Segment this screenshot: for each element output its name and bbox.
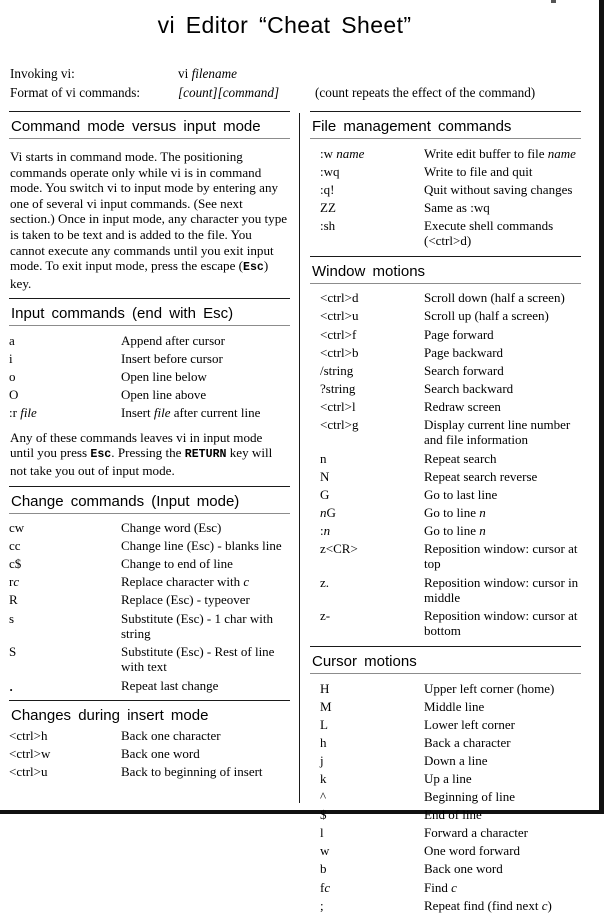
table-row bbox=[9, 574, 290, 592]
command-desc: Substitute (Esc) - Rest of line with text bbox=[121, 644, 275, 675]
desc-italic: c bbox=[243, 574, 250, 590]
desc-pre: Replace character with bbox=[121, 574, 244, 590]
section-rule-top bbox=[9, 298, 290, 299]
desc-italic: n bbox=[479, 504, 486, 520]
command-key: . bbox=[9, 675, 14, 695]
section-rule-top bbox=[9, 700, 290, 701]
command-desc: Page forward bbox=[424, 326, 494, 342]
command-key: n bbox=[320, 450, 327, 466]
table-row bbox=[310, 879, 581, 897]
command-table bbox=[9, 332, 290, 422]
section-footer-note bbox=[9, 428, 290, 486]
table-row bbox=[9, 387, 290, 405]
desc-pre: Find bbox=[424, 879, 452, 895]
command-desc: Append after cursor bbox=[121, 332, 225, 348]
table-row bbox=[310, 897, 581, 915]
command-desc: Back to beginning of insert bbox=[121, 763, 263, 779]
command-key: <ctrl>d bbox=[320, 290, 359, 306]
section-command-mode-versus-input-mode bbox=[9, 111, 290, 298]
table-row bbox=[310, 734, 581, 752]
section-title: Change commands (Input mode) bbox=[11, 492, 240, 510]
command-desc bbox=[424, 897, 581, 915]
command-desc: Repeat search reverse bbox=[424, 468, 538, 484]
command-key: w bbox=[320, 843, 330, 859]
return-key-label: RETURN bbox=[184, 448, 227, 462]
command-desc bbox=[424, 504, 581, 522]
command-key: z. bbox=[320, 574, 330, 590]
invoking-row bbox=[10, 64, 589, 83]
footer-tail: key will not take you out of input mode. bbox=[10, 445, 273, 478]
command-desc: Down a line bbox=[424, 752, 488, 768]
command-key-plain: :r bbox=[9, 405, 21, 421]
section-window-motions bbox=[310, 256, 581, 641]
command-desc: Forward a character bbox=[424, 825, 528, 841]
command-key: /string bbox=[320, 362, 354, 378]
table-row bbox=[310, 789, 581, 807]
command-key: M bbox=[320, 698, 332, 714]
format-note: (count repeats the effect of the command) bbox=[315, 85, 536, 100]
table-row bbox=[9, 763, 290, 781]
command-desc: Same as :wq bbox=[424, 199, 490, 215]
esc-key-label: Esc bbox=[90, 448, 112, 462]
section-input-commands bbox=[9, 298, 290, 485]
command-key-plain: r bbox=[9, 574, 14, 590]
format-row bbox=[10, 83, 589, 102]
table-row bbox=[9, 644, 290, 678]
command-key: :sh bbox=[320, 217, 336, 233]
command-desc: Go to last line bbox=[424, 486, 498, 502]
command-desc bbox=[121, 574, 290, 592]
command-key-italic: c bbox=[13, 574, 20, 590]
table-row bbox=[9, 405, 290, 423]
table-row bbox=[9, 677, 290, 695]
table-row bbox=[310, 486, 581, 504]
esc-key-label: Esc bbox=[243, 261, 264, 275]
command-table bbox=[9, 727, 290, 781]
command-key: ; bbox=[320, 897, 324, 913]
command-desc: One word forward bbox=[424, 843, 521, 859]
command-key bbox=[9, 405, 121, 423]
command-key: cw bbox=[9, 520, 25, 536]
command-key bbox=[310, 145, 424, 163]
command-desc: Upper left corner (home) bbox=[424, 680, 555, 696]
command-desc bbox=[121, 405, 290, 423]
table-row bbox=[310, 608, 581, 642]
section-title: Window motions bbox=[312, 262, 426, 280]
invoking-syntax-plain: vi bbox=[178, 66, 192, 81]
command-key: <ctrl>h bbox=[9, 727, 48, 743]
section-title: Cursor motions bbox=[312, 653, 417, 670]
command-key: R bbox=[9, 592, 18, 608]
section-rule-under bbox=[310, 673, 581, 674]
desc-pre: Go to line bbox=[424, 504, 480, 520]
section-title: File management commands bbox=[312, 118, 512, 135]
command-desc: End of line bbox=[424, 807, 482, 823]
command-desc: Reposition window: cursor at top bbox=[424, 541, 578, 572]
command-key: :q! bbox=[320, 181, 335, 197]
table-row bbox=[9, 610, 290, 644]
command-key-plain: : bbox=[320, 522, 324, 538]
command-desc bbox=[424, 879, 581, 897]
command-key: cc bbox=[9, 538, 21, 554]
command-key bbox=[310, 522, 424, 540]
table-row bbox=[310, 308, 581, 326]
footer-pre: Any of these commands leaves vi in input mode until you press bbox=[10, 429, 263, 461]
command-desc: Open line above bbox=[121, 387, 207, 403]
table-row bbox=[9, 556, 290, 574]
table-row bbox=[310, 522, 581, 540]
command-desc: Back a character bbox=[424, 734, 511, 750]
command-key: <ctrl>u bbox=[9, 763, 48, 779]
table-row bbox=[310, 504, 581, 522]
command-desc: Display current line number and file information bbox=[424, 417, 571, 448]
section-rule-under bbox=[9, 325, 290, 326]
command-key: ZZ bbox=[320, 199, 336, 215]
command-key-plain: G bbox=[326, 504, 336, 520]
table-row bbox=[310, 807, 581, 825]
command-key-italic: n bbox=[320, 504, 327, 520]
command-desc: Repeat search bbox=[424, 450, 497, 466]
command-key: <ctrl>l bbox=[320, 398, 356, 414]
desc-italic: c bbox=[451, 879, 457, 895]
table-row bbox=[310, 450, 581, 468]
command-key: :wq bbox=[320, 163, 340, 179]
command-key bbox=[9, 574, 121, 592]
command-key: H bbox=[320, 680, 330, 696]
command-desc bbox=[424, 145, 581, 163]
command-key: L bbox=[320, 716, 328, 732]
left-column bbox=[0, 111, 299, 811]
command-desc: Open line below bbox=[121, 369, 207, 385]
content-columns bbox=[0, 111, 599, 913]
table-row bbox=[310, 574, 581, 608]
command-desc: Back one word bbox=[424, 861, 503, 877]
desc-italic: file bbox=[153, 405, 171, 421]
table-row bbox=[310, 290, 581, 308]
command-key: <ctrl>u bbox=[320, 308, 359, 324]
table-row bbox=[310, 344, 581, 362]
command-key: h bbox=[320, 734, 327, 750]
command-key: N bbox=[320, 468, 330, 484]
command-desc: Change word (Esc) bbox=[121, 520, 222, 536]
section-change-commands bbox=[9, 486, 290, 696]
command-desc: Scroll down (half a screen) bbox=[424, 290, 565, 306]
command-key: k bbox=[320, 770, 327, 786]
command-desc: Back one character bbox=[121, 727, 221, 743]
command-desc: Quit without saving changes bbox=[424, 181, 573, 197]
command-key: <ctrl>w bbox=[9, 745, 51, 761]
desc-pre: Go to line bbox=[424, 522, 480, 538]
table-row bbox=[310, 752, 581, 770]
desc-italic: c bbox=[541, 897, 548, 913]
desc-tail: after current line bbox=[170, 405, 261, 421]
table-row bbox=[310, 698, 581, 716]
section-rule-under bbox=[9, 513, 290, 514]
command-key: G bbox=[320, 486, 330, 502]
command-key: z<CR> bbox=[320, 541, 358, 556]
table-row bbox=[9, 538, 290, 556]
command-table bbox=[310, 290, 581, 641]
table-row bbox=[310, 217, 581, 251]
section-title: Changes during insert mode bbox=[11, 707, 209, 725]
crop-tick-mark bbox=[551, 0, 556, 3]
command-desc: Redraw screen bbox=[424, 398, 501, 414]
format-syntax-italic: [count][command] bbox=[178, 85, 280, 100]
command-key: S bbox=[9, 644, 17, 660]
table-row bbox=[9, 745, 290, 763]
table-row bbox=[310, 417, 581, 451]
section-rule-top bbox=[310, 256, 581, 257]
section-rule-top bbox=[310, 111, 581, 112]
command-desc: Substitute (Esc) - 1 char with string bbox=[121, 610, 273, 641]
table-row bbox=[9, 592, 290, 610]
command-key: c$ bbox=[9, 556, 22, 572]
command-desc: Back one word bbox=[121, 745, 200, 761]
table-row bbox=[310, 199, 581, 217]
table-row bbox=[9, 369, 290, 387]
table-row bbox=[310, 398, 581, 416]
command-key: o bbox=[9, 369, 16, 385]
command-key-plain: f bbox=[320, 879, 325, 895]
command-desc: Page backward bbox=[424, 344, 504, 360]
command-key: <ctrl>g bbox=[320, 417, 359, 433]
table-row bbox=[310, 843, 581, 861]
command-key: j bbox=[320, 752, 324, 768]
table-row bbox=[9, 727, 290, 745]
invoking-vi-block bbox=[0, 64, 599, 102]
command-key: ^ bbox=[320, 789, 327, 805]
command-key: b bbox=[320, 861, 327, 877]
table-row bbox=[310, 680, 581, 698]
command-key-italic: file bbox=[20, 405, 37, 421]
paragraph-tail: ) key. bbox=[10, 258, 269, 291]
footer-mid: . Pressing the bbox=[111, 445, 185, 461]
table-row bbox=[310, 380, 581, 398]
table-row bbox=[310, 362, 581, 380]
table-row bbox=[310, 716, 581, 734]
command-key: s bbox=[9, 610, 15, 626]
section-cursor-motions bbox=[310, 646, 581, 915]
desc-italic: name bbox=[547, 145, 576, 161]
table-row bbox=[310, 770, 581, 788]
section-title: Command mode versus input mode bbox=[11, 118, 261, 135]
command-key bbox=[310, 879, 424, 897]
page-title: vi Editor “Cheat Sheet” bbox=[157, 12, 412, 38]
command-key bbox=[310, 504, 424, 522]
command-key: z- bbox=[320, 608, 331, 623]
table-row bbox=[310, 861, 581, 879]
command-key: $ bbox=[320, 807, 327, 823]
format-syntax bbox=[178, 83, 315, 102]
section-rule-top bbox=[310, 646, 581, 647]
invoking-note bbox=[315, 64, 589, 83]
desc-italic: n bbox=[479, 522, 486, 538]
table-row bbox=[310, 145, 581, 163]
section-rule-under bbox=[9, 138, 290, 139]
command-desc: Reposition window: cursor in middle bbox=[424, 574, 579, 605]
command-desc: Middle line bbox=[424, 698, 485, 714]
command-desc: Replace (Esc) - typeover bbox=[121, 592, 250, 608]
command-desc: Repeat last change bbox=[121, 677, 219, 693]
section-rule-top bbox=[9, 486, 290, 487]
command-key: l bbox=[320, 825, 324, 841]
command-key: i bbox=[9, 350, 13, 366]
table-row bbox=[9, 350, 290, 368]
command-desc: Change to end of line bbox=[121, 556, 233, 572]
table-row bbox=[310, 825, 581, 843]
command-key: <ctrl>b bbox=[320, 344, 359, 360]
table-row bbox=[310, 468, 581, 486]
command-desc: Search forward bbox=[424, 362, 504, 378]
command-desc: Beginning of line bbox=[424, 789, 515, 805]
command-desc: Reposition window: cursor at bottom bbox=[424, 608, 578, 639]
invoking-syntax bbox=[178, 64, 315, 83]
command-table bbox=[9, 520, 290, 696]
command-desc: Scroll up (half a screen) bbox=[424, 308, 549, 324]
table-row bbox=[310, 326, 581, 344]
command-key-italic: n bbox=[323, 522, 331, 538]
section-title: Input commands (end with Esc) bbox=[11, 305, 234, 323]
table-row bbox=[310, 163, 581, 181]
section-changes-during-insert-mode bbox=[9, 700, 290, 781]
section-rule-under bbox=[310, 138, 581, 139]
command-desc: Execute shell commands (<ctrl>d) bbox=[424, 217, 554, 249]
desc-tail: ) bbox=[547, 897, 552, 913]
section-rule-under bbox=[310, 283, 581, 284]
command-key: <ctrl>f bbox=[320, 326, 357, 342]
section-file-management-commands bbox=[310, 111, 581, 251]
command-desc bbox=[424, 522, 581, 540]
desc-pre: Write edit buffer to file bbox=[424, 145, 548, 161]
table-row bbox=[310, 541, 581, 575]
desc-pre: Insert bbox=[121, 405, 154, 421]
command-key-italic: c bbox=[324, 879, 331, 895]
invoking-label: Invoking vi: bbox=[10, 66, 75, 81]
command-table bbox=[310, 680, 581, 915]
section-rule-top bbox=[9, 111, 290, 112]
command-key: O bbox=[9, 387, 19, 403]
format-label: Format of vi commands: bbox=[10, 85, 141, 100]
table-row bbox=[9, 520, 290, 538]
section-paragraph bbox=[9, 145, 290, 298]
command-desc: Up a line bbox=[424, 770, 472, 786]
command-table bbox=[310, 145, 581, 251]
desc-pre: Repeat find (find next bbox=[424, 897, 542, 913]
command-key: a bbox=[9, 332, 15, 348]
paragraph-text: Vi starts in command mode. The positioning commands operate only while vi is in command mode. You switch vi to input mode by entering any one of several vi input commands. (See next section.) Once in input mode, any character you type is taken to be text and is added to the file. You cannot execute any commands until you exit input mode. To exit input mode, press the escape ( bbox=[10, 149, 288, 274]
command-desc: Lower left corner bbox=[424, 716, 515, 732]
command-key-plain: :w bbox=[320, 145, 337, 161]
table-row bbox=[310, 181, 581, 199]
right-column bbox=[300, 111, 599, 913]
command-desc: Write to file and quit bbox=[424, 163, 533, 179]
command-desc: Insert before cursor bbox=[121, 350, 223, 366]
command-key-italic: name bbox=[336, 145, 365, 161]
command-desc: Change line (Esc) - blanks line bbox=[121, 538, 282, 554]
command-key: ?string bbox=[320, 380, 356, 396]
table-row bbox=[9, 332, 290, 350]
invoking-syntax-italic: filename bbox=[191, 66, 237, 81]
command-desc: Search backward bbox=[424, 380, 514, 396]
